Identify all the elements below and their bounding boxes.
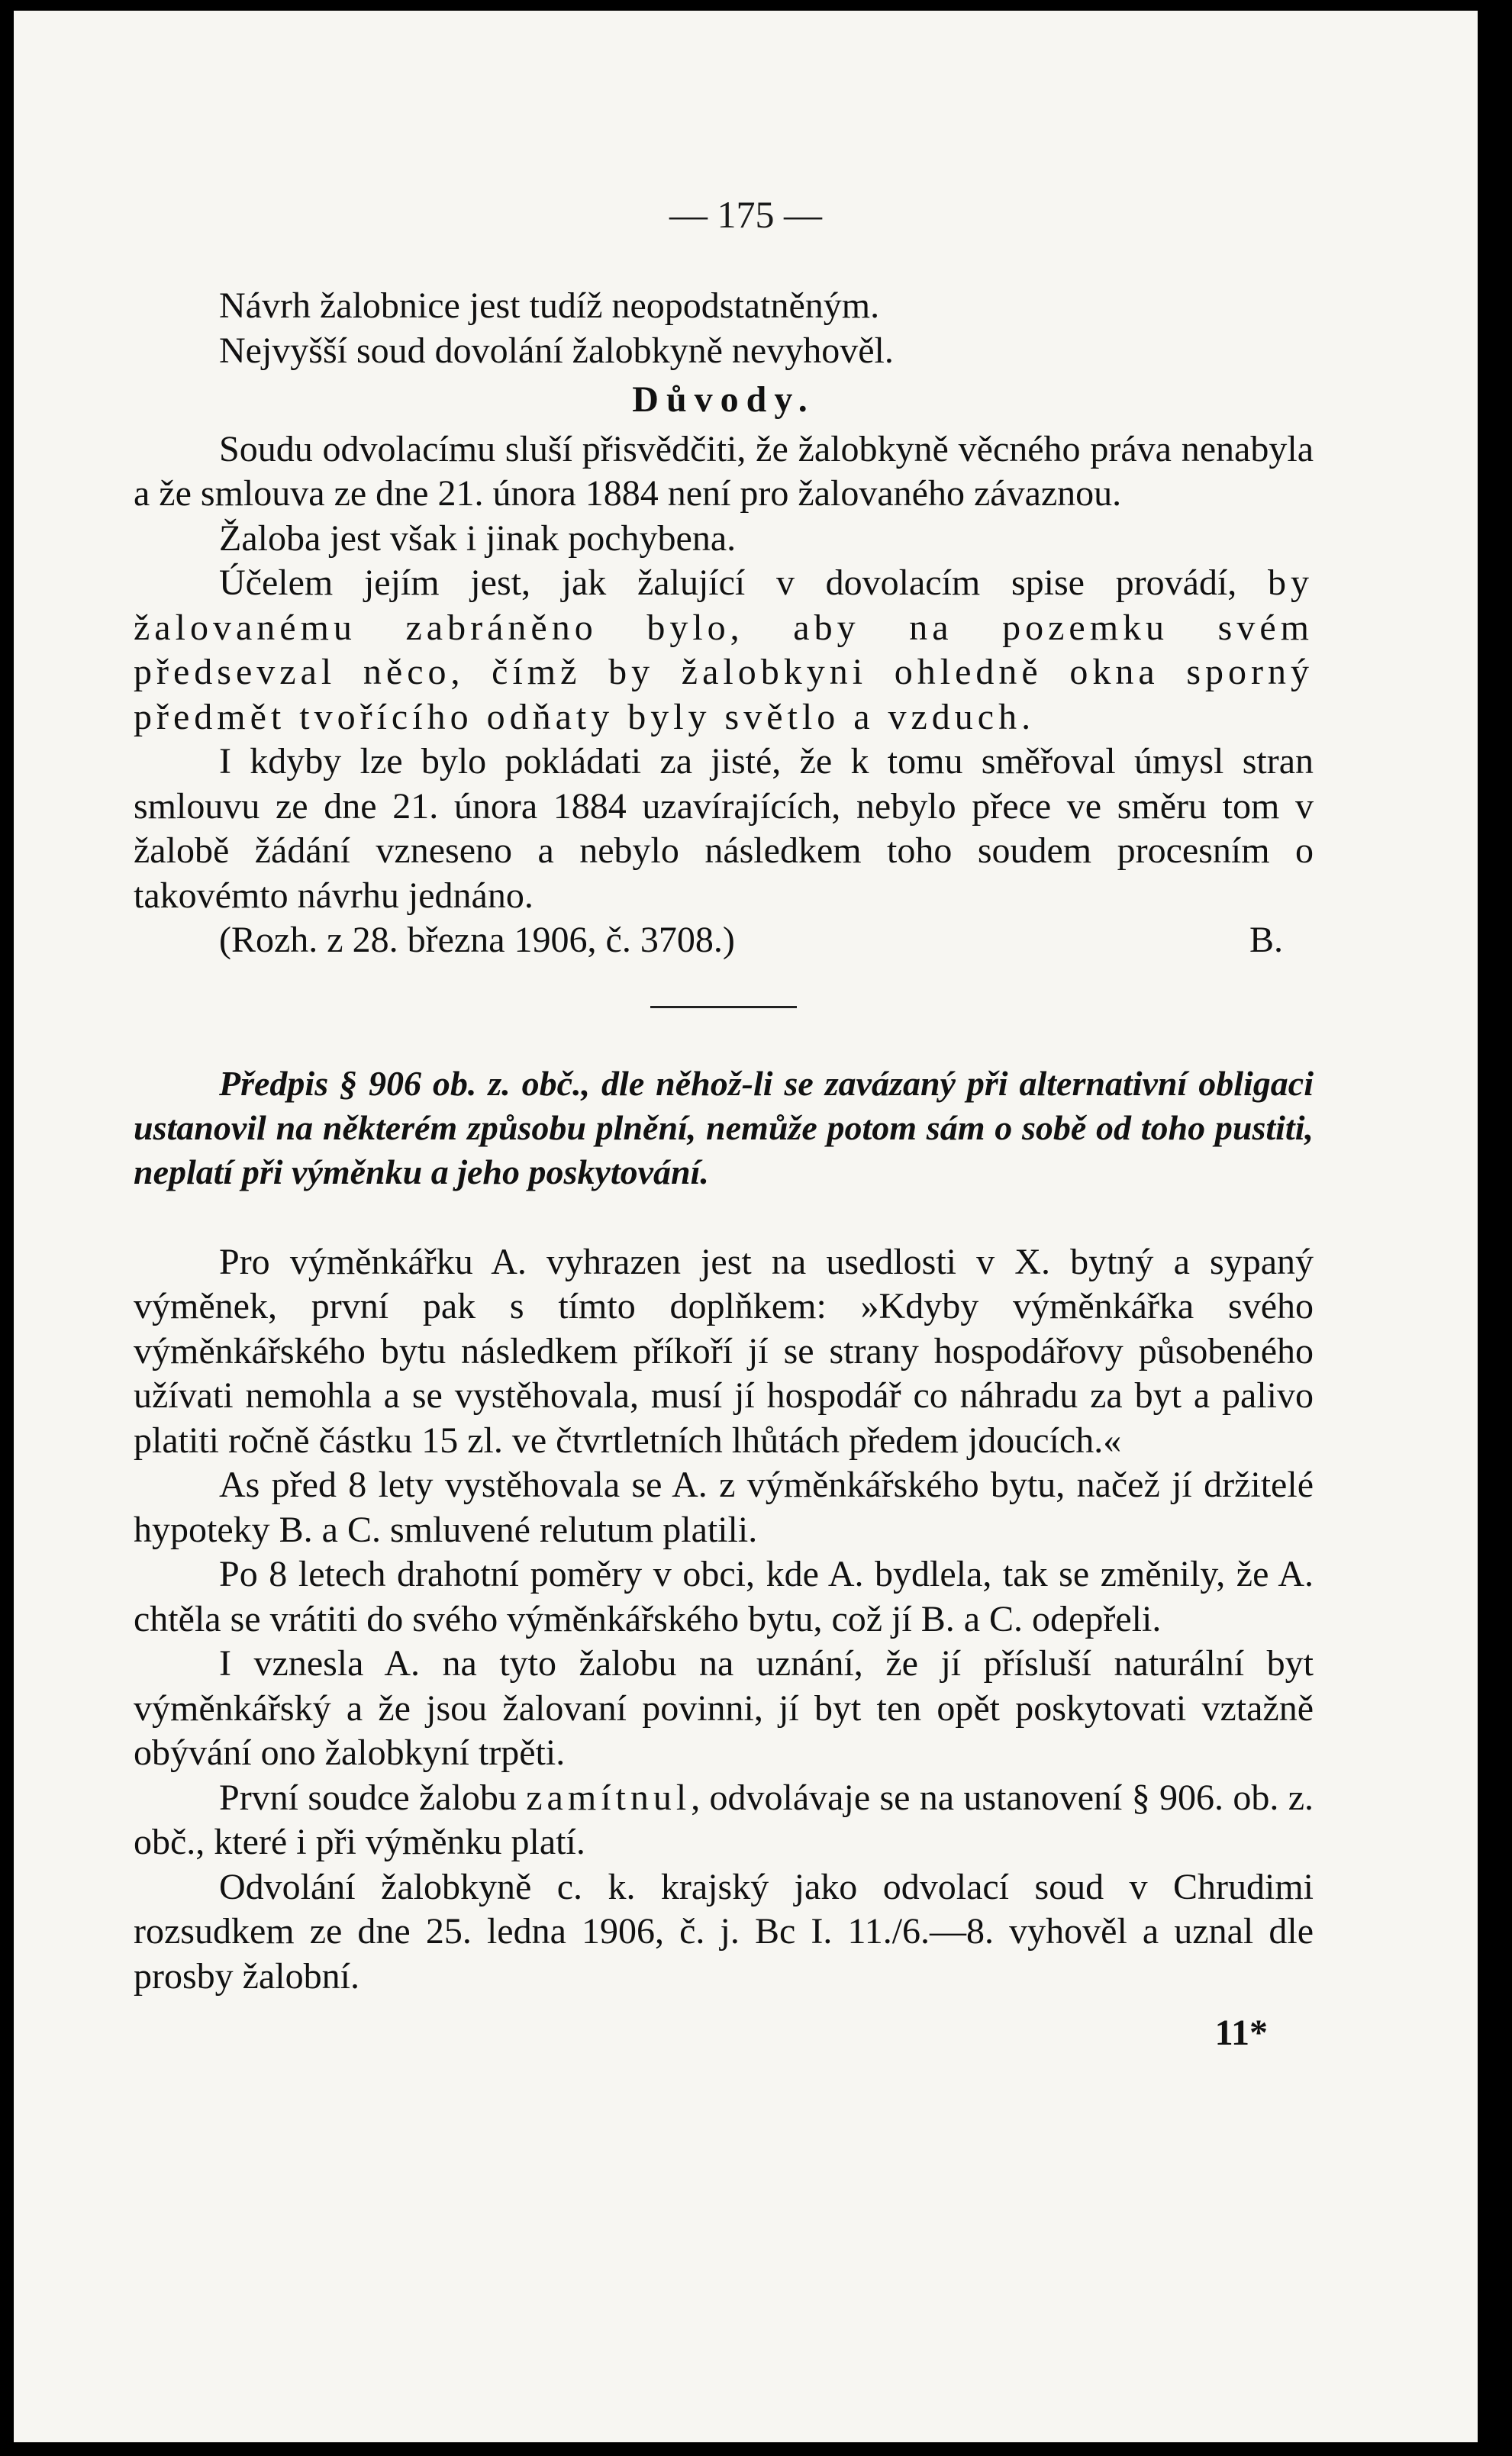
citation: (Rozh. z 28. března 1906, č. 3708.)	[219, 920, 735, 960]
scanned-page	[14, 11, 1478, 2442]
section-heading: Důvody.	[632, 379, 815, 420]
paragraph: Po 8 letech drahotní poměry v obci, kde A. bydlela, tak se změnily, že A. chtěla se vrátiti do svého výměnkářského bytu, což jí B. a C. odepřeli.	[134, 1554, 1314, 1639]
paragraph: Soudu odvolacímu sluší přisvědčiti, že žalobkyně věcného práva nenabyla a že smlouva ze dne 21. února 1884 není pro žalovaného závaznou.	[134, 428, 1314, 514]
page-number: — 175 —	[669, 193, 822, 236]
paragraph-text: První soudce žalobu	[219, 1777, 527, 1818]
paragraph: Odvolání žalobkyně c. k. krajský jako odvolací soud v Chrudimi rozsudkem ze dne 25. ledna 1906, č. j. Bc I. 11./6.—8. vyhověl a uznal dle prosby žalobní.	[134, 1866, 1314, 1997]
legal-summary: Předpis § 906 ob. z. obč., dle něhož-li se zavázaný při alternativní obligaci ustanovil na některém způsobu plnění, nemůže potom sám o sobě od toho pustiti, neplatí při výměnku a jeho poskytování.	[134, 1063, 1314, 1191]
spaced-emphasis: zamítnul	[526, 1777, 692, 1818]
paragraph: I vznesla A. na tyto žalobu na uznání, že jí přísluší naturální byt výměnkářský a že jsou žalovaní povinni, jí byt ten opět poskytovati vztažně obývání ono žalobkyní trpěti.	[134, 1643, 1314, 1773]
paragraph	[134, 1776, 1314, 1865]
paragraph-text: , odvolávaje se na ustanovení § 906. ob. z. obč., které i při výměnku platí.	[134, 1777, 1314, 1862]
spaced-emphasis: by žalovanému zabráněno bylo, aby na pozemku svém předsevzal něco, čímž by žalobkyni ohledně okna sporný předmět tvořícího odňaty byly světlo a vzduch.	[134, 562, 1314, 737]
paragraph: Návrh žalobnice jest tudíž neopodstatněným.	[219, 285, 880, 326]
signature: B.	[1249, 920, 1283, 960]
paragraph: Žaloba jest však i jinak pochybena.	[219, 517, 737, 559]
citation-line	[134, 918, 1314, 963]
divider	[650, 1006, 797, 1008]
paragraph-text: Účelem jejím jest, jak žalující v dovolacím spise provádí,	[219, 562, 1268, 603]
paragraph: As před 8 lety vystěhovala se A. z výměnkářského bytu, načež jí držitelé hypoteky B. a C. smluvené relutum platili.	[134, 1465, 1314, 1550]
paragraph: Pro výměnkářku A. vyhrazen jest na usedlosti v X. bytný a sypaný výměnek, první pak s tímto doplňkem: »Kdyby výměnkářka svého výměnkářského bytu následkem příkoří jí se strany hospodářovy působeného užívati nemohla a se vystěhovala, musí jí hospodář co náhradu za byt a palivo platiti ročně částku 15 zl. ve čtvrtletních lhůtách předem jdoucích.«	[134, 1241, 1314, 1461]
folio-mark: 11*	[1214, 2013, 1268, 2053]
paragraph	[134, 561, 1314, 740]
paragraph: Nejvyšší soud dovolání žalobkyně nevyhověl.	[219, 330, 894, 371]
body-text	[134, 284, 1314, 2056]
paragraph: I kdyby lze bylo pokládati za jisté, že k tomu směřoval úmysl stran smlouvu ze dne 21. února 1884 uzavírajících, nebylo přece ve směru tom v žalobě žádání vzneseno a nebylo následkem toho soudem procesním o takovémto návrhu jednáno.	[134, 741, 1314, 916]
